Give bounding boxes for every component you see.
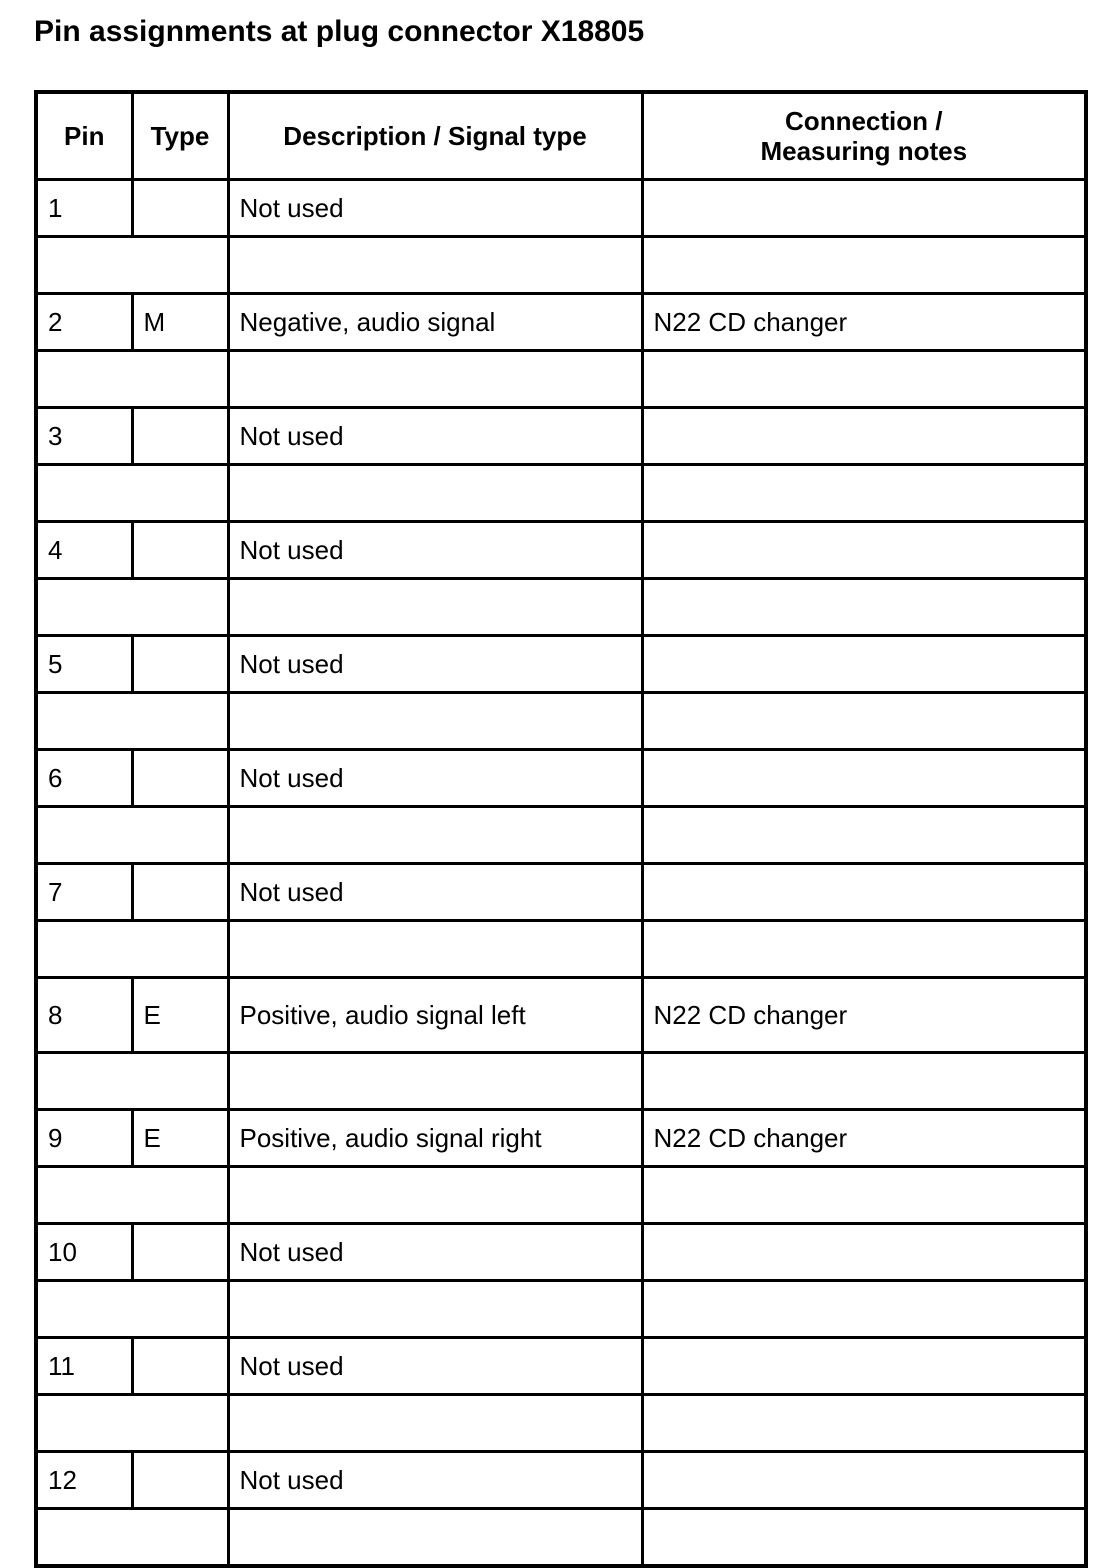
spacer-cell xyxy=(228,351,642,408)
header-notes-line2: Measuring notes xyxy=(760,136,968,166)
notes-cell: N22 CD changer xyxy=(642,1110,1086,1167)
spacer-cell xyxy=(228,1509,642,1567)
description-cell: Positive, audio signal left xyxy=(228,978,642,1053)
spacer-cell xyxy=(36,579,228,636)
pin-cell: 5 xyxy=(36,636,132,693)
spacer-cell xyxy=(228,693,642,750)
description-cell: Not used xyxy=(228,180,642,237)
header-type: Type xyxy=(132,92,228,180)
spacer-cell xyxy=(36,693,228,750)
spacer-row xyxy=(36,351,1086,408)
description-cell: Not used xyxy=(228,750,642,807)
description-cell: Not used xyxy=(228,1338,642,1395)
description-cell: Not used xyxy=(228,1452,642,1509)
spacer-row xyxy=(36,1167,1086,1224)
pin-cell: 6 xyxy=(36,750,132,807)
type-cell xyxy=(132,1452,228,1509)
spacer-row xyxy=(36,1053,1086,1110)
spacer-row xyxy=(36,693,1086,750)
spacer-cell xyxy=(228,1167,642,1224)
pin-cell: 9 xyxy=(36,1110,132,1167)
spacer-row xyxy=(36,807,1086,864)
spacer-row xyxy=(36,237,1086,294)
notes-cell: N22 CD changer xyxy=(642,294,1086,351)
type-cell xyxy=(132,1338,228,1395)
notes-cell: N22 CD changer xyxy=(642,978,1086,1053)
description-cell: Not used xyxy=(228,864,642,921)
spacer-cell xyxy=(36,237,228,294)
table-row xyxy=(36,750,1086,807)
spacer-cell xyxy=(228,465,642,522)
spacer-cell xyxy=(36,807,228,864)
header-description: Description / Signal type xyxy=(228,92,642,180)
table-row xyxy=(36,408,1086,465)
description-cell: Not used xyxy=(228,636,642,693)
type-cell xyxy=(132,864,228,921)
description-cell: Not used xyxy=(228,1224,642,1281)
notes-cell xyxy=(642,864,1086,921)
pin-cell: 12 xyxy=(36,1452,132,1509)
type-cell: E xyxy=(132,1110,228,1167)
spacer-cell xyxy=(642,1281,1086,1338)
spacer-cell xyxy=(228,237,642,294)
notes-cell xyxy=(642,180,1086,237)
description-cell: Not used xyxy=(228,408,642,465)
spacer-cell xyxy=(36,1509,228,1567)
spacer-cell xyxy=(642,693,1086,750)
table-row xyxy=(36,1452,1086,1509)
spacer-cell xyxy=(36,921,228,978)
notes-cell xyxy=(642,1338,1086,1395)
pin-assignment-table xyxy=(34,90,1088,1568)
type-cell: M xyxy=(132,294,228,351)
notes-cell xyxy=(642,522,1086,579)
page-title: Pin assignments at plug connector X18805 xyxy=(34,15,645,48)
notes-cell xyxy=(642,636,1086,693)
pin-cell: 1 xyxy=(36,180,132,237)
spacer-cell xyxy=(642,807,1086,864)
spacer-cell xyxy=(228,807,642,864)
notes-cell xyxy=(642,408,1086,465)
type-cell xyxy=(132,1224,228,1281)
header-pin: Pin xyxy=(36,92,132,180)
type-cell xyxy=(132,408,228,465)
table-row xyxy=(36,864,1086,921)
pin-cell: 3 xyxy=(36,408,132,465)
spacer-cell xyxy=(36,1053,228,1110)
description-cell: Positive, audio signal right xyxy=(228,1110,642,1167)
spacer-cell xyxy=(642,1053,1086,1110)
table-row xyxy=(36,180,1086,237)
spacer-cell xyxy=(642,1395,1086,1452)
description-cell: Not used xyxy=(228,522,642,579)
pin-cell: 2 xyxy=(36,294,132,351)
spacer-cell xyxy=(228,1053,642,1110)
table-row xyxy=(36,1110,1086,1167)
notes-cell xyxy=(642,750,1086,807)
spacer-cell xyxy=(642,465,1086,522)
spacer-cell xyxy=(228,921,642,978)
spacer-cell xyxy=(642,579,1086,636)
header-notes-line1: Connection / xyxy=(785,106,943,136)
spacer-row xyxy=(36,579,1086,636)
table-row xyxy=(36,294,1086,351)
spacer-cell xyxy=(228,1281,642,1338)
spacer-cell xyxy=(36,1395,228,1452)
spacer-row xyxy=(36,921,1086,978)
spacer-cell xyxy=(228,579,642,636)
table-body xyxy=(36,180,1086,1567)
spacer-cell xyxy=(36,351,228,408)
spacer-row xyxy=(36,465,1086,522)
table-row xyxy=(36,1224,1086,1281)
type-cell xyxy=(132,180,228,237)
spacer-row xyxy=(36,1395,1086,1452)
spacer-cell xyxy=(642,1167,1086,1224)
spacer-cell xyxy=(642,351,1086,408)
spacer-cell xyxy=(36,465,228,522)
spacer-cell xyxy=(642,921,1086,978)
pin-cell: 4 xyxy=(36,522,132,579)
header-notes xyxy=(642,92,1086,180)
spacer-cell xyxy=(642,237,1086,294)
type-cell: E xyxy=(132,978,228,1053)
pin-cell: 11 xyxy=(36,1338,132,1395)
description-cell: Negative, audio signal xyxy=(228,294,642,351)
table-header-row xyxy=(36,92,1086,180)
pin-cell: 10 xyxy=(36,1224,132,1281)
notes-cell xyxy=(642,1452,1086,1509)
type-cell xyxy=(132,636,228,693)
spacer-row xyxy=(36,1509,1086,1567)
pin-cell: 7 xyxy=(36,864,132,921)
table-row xyxy=(36,636,1086,693)
spacer-cell xyxy=(228,1395,642,1452)
spacer-row xyxy=(36,1281,1086,1338)
notes-cell xyxy=(642,1224,1086,1281)
type-cell xyxy=(132,522,228,579)
table-row xyxy=(36,1338,1086,1395)
spacer-cell xyxy=(36,1281,228,1338)
pin-cell: 8 xyxy=(36,978,132,1053)
type-cell xyxy=(132,750,228,807)
spacer-cell xyxy=(642,1509,1086,1567)
table-row xyxy=(36,522,1086,579)
spacer-cell xyxy=(36,1167,228,1224)
table-row xyxy=(36,978,1086,1053)
